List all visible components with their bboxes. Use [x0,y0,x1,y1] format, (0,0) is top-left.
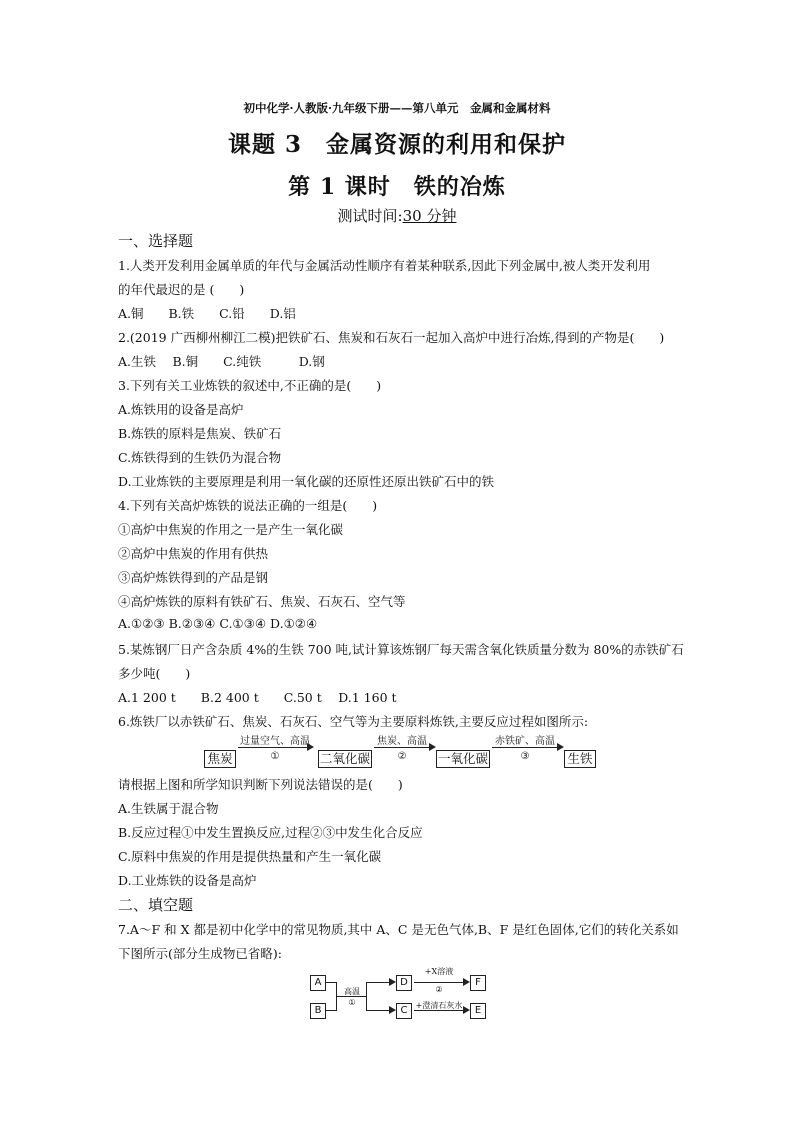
q4-statement-3: ③高炉炼铁得到的产品是钢 [118,570,269,585]
section-fill-heading: 二、填空题 [118,896,194,914]
q2-options: A.生铁 B.铜 C.纯铁 D.钢 [118,354,325,369]
q4-statement-4: ④高炉炼铁的原料有铁矿石、焦炭、石灰石、空气等 [118,594,406,609]
flow-step-1: ① [270,751,280,762]
flow-step-3: ③ [520,751,530,762]
main-step-label: ① [348,998,356,1007]
arrowhead-to-d [389,978,396,986]
test-time-value: 30 分钟 [402,207,457,225]
arrow-d-to-f [414,982,464,983]
q6-option-b: B.反应过程①中发生置换反应,过程②③中发生化合反应 [118,825,423,840]
main-condition-label: 高温 [344,987,360,996]
q4-statement-1: ①高炉中焦炭的作用之一是产生一氧化碳 [118,522,344,537]
substance-d-box: D [396,975,412,991]
page-header: 初中化学·人教版·九年级下册——第八单元 金属和金属材料 [243,101,551,115]
flow-condition-1: 过量空气、高温 [240,736,310,747]
q3-option-d: D.工业炼铁的主要原理是利用一氧化碳的还原性还原出铁矿石中的铁 [118,474,495,489]
arrow-to-c [366,1010,390,1011]
flow-box-pig-iron: 生铁 [564,750,596,768]
flow-arrow-2 [374,747,430,748]
q6-option-a: A.生铁属于混合物 [118,801,219,816]
arrowhead-c-to-e [463,1006,470,1014]
connector-a [326,982,336,983]
q4-line1: 4.下列有关高炉炼铁的说法正确的一组是( ) [118,498,378,513]
bottom-condition-label: +澄清石灰水 [415,1001,463,1010]
connector-b [326,1010,336,1011]
q3-option-b: B.炼铁的原料是焦炭、铁矿石 [118,426,282,441]
split-vertical [366,982,367,1011]
flow-arrowhead-1 [307,743,314,751]
q6-line1: 6.炼铁厂以赤铁矿石、焦炭、石灰石、空气等为主要原料炼铁,主要反应过程如图所示: [118,714,589,729]
q3-line1: 3.下列有关工业炼铁的叙述中,不正确的是( ) [118,378,382,393]
q5-line1: 5.某炼钢厂日产含杂质 4%的生铁 700 吨,试计算该炼钢厂每天需含氧化铁质量分数为 80%的赤铁矿石 [118,642,684,657]
page-title: 课题 3 金属资源的利用和保护 [227,131,566,158]
flow-box-coke: 焦炭 [204,750,236,768]
substance-e-box: E [470,1003,486,1019]
q3-option-c: C.炼铁得到的生铁仍为混合物 [118,450,282,465]
flow-arrowhead-2 [429,743,436,751]
q6-option-d: D.工业炼铁的设备是高炉 [118,873,257,888]
flow-arrowhead-3 [557,743,564,751]
flow-box-co: 一氧化碳 [437,751,488,766]
flow-condition-3: 赤铁矿、高温 [495,736,555,747]
q7-line2: 下图所示(部分生成物已省略): [118,946,282,961]
q6-line2: 请根据上图和所学知识判断下列说法错误的是( ) [118,777,403,792]
substance-f-box: F [470,975,486,991]
q2-line1: 2.(2019 广西柳州柳江二模)把铁矿石、焦炭和石灰石一起加入高炉中进行冶炼,得到的产物是( ) [118,330,665,345]
flow-step-2: ② [397,751,407,762]
section-choice-heading: 一、选择题 [118,232,194,250]
flow-arrow-3 [492,747,558,748]
test-time [0,205,794,226]
flow-box-co2: 二氧化碳 [319,751,370,766]
q3-option-a: A.炼铁用的设备是高炉 [118,402,244,417]
arrowhead-to-c [389,1006,396,1014]
q4-statement-2: ②高炉中焦炭的作用有供热 [118,546,269,561]
substance-a-box: A [310,975,326,991]
q5-line2: 多少吨( ) [118,666,191,681]
q4-options: A.①②③ B.②③④ C.①③④ D.①②④ [118,616,318,631]
q1-line1: 1.人类开发利用金属单质的年代与金属活动性顺序有着某种联系,因此下列金属中,被人类开发利用 [118,258,651,273]
flow-condition-2: 焦炭、高温 [377,736,427,747]
q6-option-c: C.原料中焦炭的作用是提供热量和产生一氧化碳 [118,849,382,864]
page-subtitle: 第 1 课时 铁的冶炼 [288,174,506,200]
substance-c-box: C [396,1003,412,1019]
top-step-label: ② [435,985,443,994]
flow-arrow-1 [238,747,308,748]
arrow-to-d [366,982,390,983]
arrow-c-to-e [414,1010,464,1011]
test-time-label: 测试时间: [337,207,403,225]
q1-line2: 的年代最迟的是 ( ) [118,282,245,297]
substance-b-box: B [310,1003,326,1019]
q1-options: A.铜 B.铁 C.铅 D.铝 [118,306,296,321]
top-condition-label: +X溶液 [424,967,454,976]
arrowhead-d-to-f [463,978,470,986]
q5-options: A.1 200 t B.2 400 t C.50 t D.1 160 t [118,690,397,705]
q7-line1: 7.A～F 和 X 都是初中化学中的常见物质,其中 A、C 是无色气体,B、F 是红色固体,它们的转化关系如 [118,922,679,937]
